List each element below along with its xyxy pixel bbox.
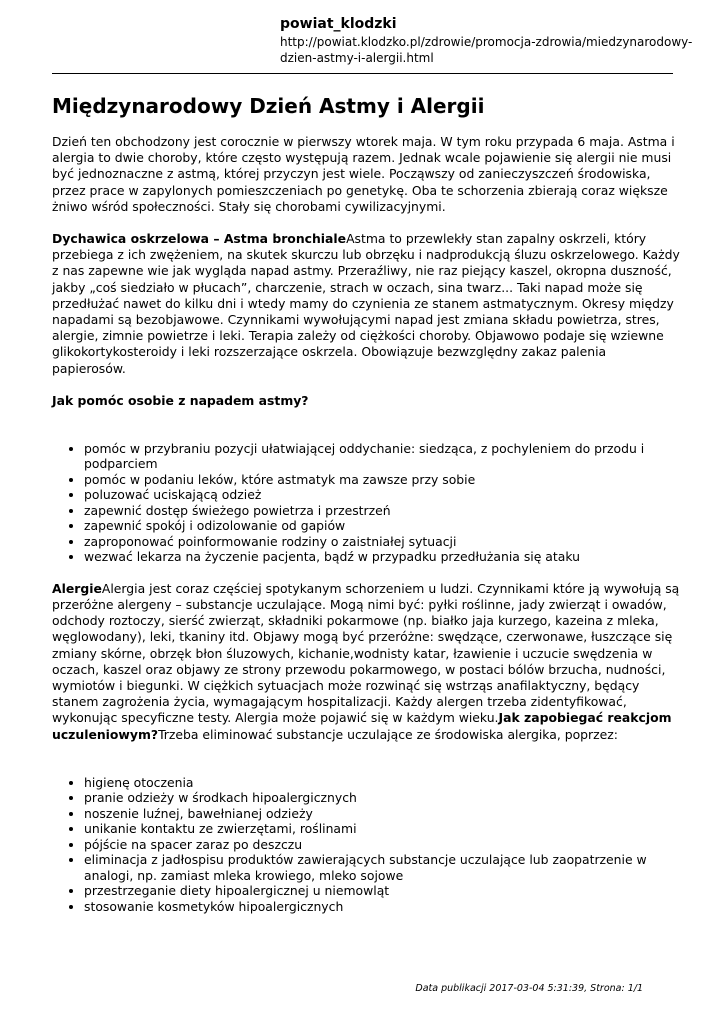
prevent-list bbox=[52, 775, 682, 915]
list-item: • pranie odzieży w środkach hipoalergicznych bbox=[84, 790, 682, 806]
list-item: • zapewnić spokój i odizolowanie od gapiów bbox=[84, 518, 682, 534]
allergy-heading: Alergie bbox=[52, 580, 102, 596]
asthma-text: Astma to przewlekły stan zapalny oskrzeli, który przebiega z ich zwężeniem, na skutek skurczu lub obrzęku i nadprodukcją śluzu oskrzelowego. Każdy z nas zapewne wie jak wygląda napad astmy. Przeraźliwy, nie raz piejący kaszel, okropna duszność, jakby „coś siedziało w płucach”, charczenie, strach w oczach, sina twarz... Taki napad może się przedłużać nawet do kilku dni i wtedy mamy do czynienia ze stanem astmatycznym. Okresy między napadami są bezobjawowe. Czynnikami wywołującymi napad jest zmiana składu powietrza, stres, alergie, zimnie powietrze i leki. Terapia zależy od ciężkości choroby. Objawowo podaje się wziewne glikokortykosteroidy i leki rozszerzające oskrzela. Obowiązuje bezwzględny zakaz palenia papierosów. bbox=[52, 231, 680, 376]
help-heading: Jak pomóc osobie z napadem astmy? bbox=[52, 392, 309, 408]
prevent-text: Trzeba eliminować substancje uczulające ze środowiska alergika, poprzez: bbox=[158, 726, 618, 742]
page-title: Międzynarodowy Dzień Astmy i Alergii bbox=[52, 94, 485, 118]
list-item: • pomóc w przybraniu pozycji ułatwiającej oddychanie: siedząca, z pochyleniem do przodu i podparciem bbox=[84, 441, 682, 472]
page-url: http://powiat.klodzko.pl/zdrowie/promocja-zdrowia/miedzynarodowy-dzien-astmy-i-alergii.html bbox=[280, 35, 693, 65]
list-item: • stosowanie kosmetyków hipoalergicznych bbox=[84, 899, 682, 915]
list-item: • noszenie luźnej, bawełnianej odzieży bbox=[84, 806, 682, 822]
list-item: • poluzować uciskającą odzież bbox=[84, 487, 682, 503]
list-item: • zapewnić dostęp świeżego powietrza i przestrzeń bbox=[84, 503, 682, 519]
header-divider bbox=[52, 73, 673, 74]
list-item: • eliminacja z jadłospisu produktów zawierających substancje uczulające lub zaopatrzenie w analogi, np. zamiast mleka krowiego, mleko sojowe bbox=[84, 852, 682, 883]
list-item: • pójście na spacer zaraz po deszczu bbox=[84, 837, 682, 853]
help-list bbox=[52, 441, 682, 565]
list-item: • przestrzeganie diety hipoalergicznej u niemowląt bbox=[84, 883, 682, 899]
publication-footer: Data publikacji 2017-03-04 5:31:39, Strona: 1/1 bbox=[415, 983, 643, 994]
list-item: • higienę otoczenia bbox=[84, 775, 682, 791]
prevent-heading: Jak zapobiegać reakcjom uczuleniowym? bbox=[52, 710, 672, 742]
page-header bbox=[280, 14, 700, 66]
allergy-paragraph bbox=[52, 581, 682, 743]
list-item: • wezwać lekarza na życzenie pacjenta, bądź w przypadku przedłużania się ataku bbox=[84, 549, 682, 565]
intro-paragraph: Dzień ten obchodzony jest corocznie w pierwszy wtorek maja. W tym roku przypada 6 maja. Astma i alergia to dwie choroby, które często występują razem. Jednak wcale pojawienie się alergii nie musi być jednoznaczne z astmą, której przyczyn jest wiele. Począwszy od zanieczyszczeń środowiska, przez prace w zapylonych pomieszczeniach po genetykę. Oba te schorzenia zbierają coraz większe żniwo wśród społeczności. Stały się chorobami cywilizacyjnymi. bbox=[52, 134, 675, 214]
allergy-text: Alergia jest coraz częściej spotykanym schorzeniem u ludzi. Czynnikami które ją wywołują są przeróżne alergeny – substancje uczulające. Mogą nimi być: pyłki roślinne, jady zwierząt i owadów, odchody roztoczy, sierść zwierząt, składniki pokarmowe (np. białko jaja kurzego, kazeina z mleka, węglowodany), leki, tkaniny itd. Objawy mogą być przeróżne: swędzące, czerwonawe, łuszczące się zmiany skórne, obrzęk błon śluzowych, kichanie,wodnisty katar, łzawienie i uczucie swędzenia w oczach, kaszel oraz objawy ze strony przewodu pokarmowego, w postaci bólów brzucha, nudności, wymiotów i biegunki. W ciężkich sytuacjach może rozwinąć się wstrząs anafilaktyczny, będący stanem zagrożenia życia, wymagającym hospitalizacji. Każdy alergen trzeba zidentyfikować, wykonując specyficzne testy. Alergia może pojawić się w każdym wieku. bbox=[52, 580, 680, 726]
asthma-paragraph bbox=[52, 231, 682, 377]
list-item: • unikanie kontaktu ze zwierzętami, roślinami bbox=[84, 821, 682, 837]
site-name: powiat_klodzki bbox=[280, 16, 397, 32]
list-item: • pomóc w podaniu leków, które astmatyk ma zawsze przy sobie bbox=[84, 472, 682, 488]
article bbox=[52, 93, 682, 930]
list-item: • zaproponować poinformowanie rodziny o zaistniałej sytuacji bbox=[84, 534, 682, 550]
asthma-heading: Dychawica oskrzelowa – Astma bronchiale bbox=[52, 231, 347, 247]
